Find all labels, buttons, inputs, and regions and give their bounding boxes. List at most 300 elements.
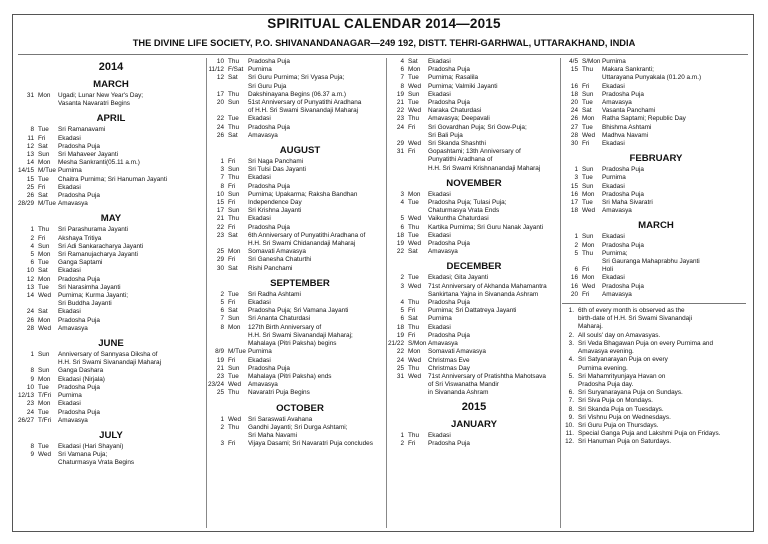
entry-event: 51st Anniversary of Punyatithi Aradhana: [248, 99, 362, 107]
calendar-entry: [388, 332, 560, 340]
note-number: 10.: [565, 421, 574, 429]
entry-event: Pradosha Puja: [58, 192, 100, 200]
calendar-entry: [208, 91, 392, 99]
entry-weekday: Fri: [228, 256, 236, 264]
entry-weekday: Sun: [228, 166, 240, 174]
calendar-entry: [388, 240, 560, 248]
calendar-entry: [18, 92, 204, 100]
entry-event: Sri Vamana Puja;: [58, 451, 108, 459]
calendar-entry: [388, 389, 560, 397]
entry-weekday: Thu: [582, 66, 594, 74]
entry-date: 22: [396, 348, 404, 356]
entry-date: 13: [26, 151, 34, 159]
month-heading: DECEMBER: [446, 261, 502, 273]
entry-date: 16: [570, 82, 578, 90]
entry-event: Ganga Saptami: [58, 259, 103, 267]
entry-date: 24: [26, 408, 34, 416]
entry-weekday: Tue: [582, 123, 593, 131]
calendar-entry: [208, 365, 392, 373]
entry-event: Purnima; Sri Dattatreya Jayanti: [428, 307, 517, 315]
note-number: 7.: [568, 397, 574, 405]
entry-weekday: Tue: [228, 290, 239, 298]
entry-date: 31: [26, 92, 34, 99]
entry-weekday: Mon: [38, 159, 51, 167]
entry-date: 19: [396, 90, 404, 98]
entry-event: Ekadasi: [428, 190, 451, 198]
entry-event: Sri Narasimha Jayanti: [58, 283, 121, 291]
calendar-entry: [388, 440, 560, 448]
entry-event: 127th Birth Anniversary of: [248, 323, 322, 331]
entry-weekday: Tue: [408, 231, 419, 239]
calendar-entry: [562, 191, 750, 199]
calendar-entry: [208, 224, 392, 232]
entry-event: Ekadasi: [602, 182, 625, 190]
calendar-entry: [388, 232, 560, 240]
entry-event: Pradosha Puja: [602, 282, 644, 290]
entry-date: 9: [30, 375, 34, 383]
calendar-entry: [208, 183, 392, 191]
entry-weekday: Wed: [38, 324, 52, 332]
entry-weekday: Wed: [408, 356, 422, 364]
entry-weekday: Wed: [408, 140, 422, 148]
entry-event: Pradosha Puja: [428, 66, 470, 74]
calendar-entry: [208, 158, 392, 166]
entry-date: 8: [400, 82, 404, 90]
entry-event: Ekadasi: [248, 174, 271, 182]
entry-event: Pradosha Puja: [58, 142, 100, 150]
entry-event: Ekadasi: [58, 183, 81, 191]
calendar-entry: [562, 66, 750, 74]
entry-event: Purnima: [58, 167, 82, 175]
calendar-entry: [18, 392, 204, 400]
calendar-entry: [388, 156, 560, 164]
calendar-entry: [562, 166, 750, 174]
entry-date: 24: [570, 107, 578, 115]
entry-date: 6: [30, 259, 34, 267]
calendar-entry: [18, 276, 204, 284]
entry-weekday: Wed: [408, 282, 422, 290]
entry-date: 23/24: [208, 381, 224, 389]
entry-event: in Sivananda Ashram: [428, 389, 489, 397]
entry-event: Purnima; Upakarma; Raksha Bandhan: [248, 190, 358, 198]
entry-weekday: Mon: [408, 66, 421, 74]
entry-weekday: Thu: [228, 423, 240, 431]
entry-weekday: Wed: [408, 240, 422, 248]
entry-date: 14/15: [18, 167, 34, 175]
notes-divider: [562, 303, 746, 304]
entry-date: 28: [570, 131, 578, 139]
calendar-entry: [18, 376, 204, 384]
entry-date: 29: [216, 256, 224, 264]
calendar-entry: [208, 440, 392, 448]
entry-weekday: Fri: [408, 148, 416, 156]
calendar-entry: [208, 99, 392, 107]
entry-event: Navaratri Puja Begins: [248, 389, 310, 397]
calendar-entry: [388, 191, 560, 199]
entry-event: Ekadasi (Hari Shayani): [58, 442, 124, 450]
entry-date: 6: [574, 266, 578, 274]
entry-date: 8: [220, 323, 224, 331]
entry-weekday: Fri: [582, 266, 590, 274]
column-4-entries: [562, 58, 750, 299]
calendar-entry: [208, 124, 392, 132]
entry-event: Purnima;: [602, 249, 628, 257]
calendar-entry: [208, 240, 392, 248]
entry-date: 17: [216, 90, 224, 98]
calendar-entry: [388, 83, 560, 91]
entry-event: Amavasya: [602, 290, 632, 298]
entry-weekday: Tue: [38, 383, 49, 391]
entry-weekday: Tue: [38, 408, 49, 416]
calendar-entry: [18, 200, 204, 208]
entry-date: 26: [570, 115, 578, 123]
note-item: [562, 430, 750, 438]
calendar-entry: [388, 165, 560, 173]
calendar-entry: [208, 74, 392, 82]
entry-event: Ekadasi: [428, 323, 451, 331]
entry-date: 4: [30, 242, 34, 250]
entry-date: 5: [574, 249, 578, 257]
entry-date: 6: [400, 223, 404, 231]
entry-event: Pradosha Puja: [428, 439, 470, 447]
entry-date: 10: [216, 58, 224, 65]
entry-date: 22: [396, 107, 404, 115]
entry-weekday: Wed: [228, 415, 242, 423]
note-number: [562, 315, 578, 323]
header-divider: [18, 54, 748, 55]
calendar-entry: [562, 274, 750, 282]
calendar-entry: [208, 256, 392, 264]
calendar-column-2: [208, 58, 392, 448]
entry-event: Ekadasi; Gita Jayanti: [428, 274, 489, 282]
entry-event: Amavasya: [602, 99, 632, 107]
entry-event: of Sri Viswanatha Mandir: [428, 381, 499, 389]
entry-event: Ekadasi: [428, 231, 451, 239]
entry-date: 7: [220, 174, 224, 182]
entry-weekday: Mon: [582, 274, 595, 282]
entry-event: Pradosha Puja; Sri Vamana Jayanti: [248, 307, 349, 315]
entry-weekday: Wed: [38, 451, 52, 459]
entry-weekday: Sun: [38, 151, 50, 159]
calendar-entry: [388, 274, 560, 282]
entry-date: 8: [220, 182, 224, 190]
entry-event: Naraka Chaturdasi: [428, 107, 482, 115]
note-item: [562, 438, 750, 446]
entry-date: 21/22: [388, 340, 404, 348]
entry-event: Amavasya: [428, 340, 458, 348]
entry-date: 21: [216, 364, 224, 372]
entry-date: 3: [220, 440, 224, 448]
calendar-entry: [562, 99, 750, 107]
entry-event: Gandhi Jayanti; Sri Durga Ashtami;: [248, 423, 348, 431]
calendar-entry: [388, 299, 560, 307]
entry-weekday: Sun: [582, 90, 594, 98]
entry-weekday: Thu: [408, 431, 420, 439]
entry-weekday: Thu: [408, 364, 420, 372]
month-heading: JANUARY: [450, 418, 498, 430]
entry-event: Pradosha Puja: [248, 58, 290, 65]
entry-event: Sri Mahaveer Jayanti: [58, 151, 119, 159]
calendar-entry: [388, 99, 560, 107]
entry-weekday: Sun: [582, 182, 594, 190]
entry-event: Ekadasi: [428, 58, 451, 65]
calendar-entry: [18, 443, 204, 451]
entry-date: 19: [396, 240, 404, 248]
entry-event: Ekadasi (Nirjala): [58, 375, 105, 383]
month-heading: MARCH: [638, 220, 674, 232]
calendar-entry: [388, 91, 560, 99]
entry-weekday: Sun: [408, 90, 420, 98]
entry-weekday: Mon: [582, 115, 595, 123]
entry-date: 27: [570, 123, 578, 131]
entry-weekday: Wed: [582, 282, 596, 290]
entry-date: 1: [400, 431, 404, 439]
entry-event: Vasanta Navaratri Begins: [58, 100, 130, 108]
calendar-entry: [18, 100, 204, 108]
calendar-entry: [388, 140, 560, 148]
entry-weekday: Tue: [582, 199, 593, 207]
entry-date: 11/12: [208, 66, 224, 74]
entry-date: 4: [400, 199, 404, 207]
note-number: 2.: [568, 331, 574, 339]
entry-weekday: Tue: [228, 115, 239, 123]
entry-weekday: Sun: [228, 190, 240, 198]
entry-event: Ratha Saptami; Republic Day: [602, 115, 686, 123]
entry-weekday: Tue: [38, 283, 49, 291]
entry-event: 6th Anniversary of Punyatithi Aradhana of: [248, 231, 366, 239]
entry-weekday: Fri: [408, 307, 416, 315]
entry-event: Sri Govardhan Puja; Sri Gow-Puja;: [428, 123, 527, 131]
calendar-entry: [208, 373, 392, 381]
entry-event: Makara Sankranti;: [602, 66, 654, 74]
entry-date: 23: [216, 231, 224, 239]
entry-event: 71st Anniversary of Pratishtha Mahotsava: [428, 372, 546, 380]
entry-date: 18: [570, 90, 578, 98]
calendar-entry: [388, 148, 560, 156]
entry-event: Ekadasi: [58, 308, 81, 316]
entry-event: Ekadasi: [248, 215, 271, 223]
note-number: [562, 348, 578, 356]
note-number: 9.: [568, 413, 574, 421]
calendar-entry: [18, 359, 204, 367]
entry-date: 22: [216, 115, 224, 123]
entry-date: 12/13: [18, 392, 34, 400]
entry-date: 22: [216, 223, 224, 231]
entry-event: Ekadasi: [428, 90, 451, 98]
entry-event: Pradosha Puja: [428, 99, 470, 107]
entry-event: Pradosha Puja: [248, 223, 290, 231]
page-title: SPIRITUAL CALENDAR 2014—2015: [267, 16, 501, 31]
note-text: Maharaj.: [578, 323, 603, 331]
calendar-entry: [208, 381, 392, 389]
calendar-entry: [562, 207, 750, 215]
entry-date: 25: [26, 183, 34, 191]
entry-weekday: Thu: [228, 90, 240, 98]
entry-weekday: Tue: [38, 175, 49, 183]
entry-weekday: Mon: [38, 400, 51, 408]
entry-date: 22: [396, 248, 404, 256]
calendar-entry: [208, 324, 392, 332]
entry-event: Sri Naga Panchami: [248, 158, 304, 166]
entry-event: Vijaya Dasami; Sri Navaratri Puja concludes: [248, 440, 373, 448]
year-heading: 2014: [98, 61, 124, 73]
calendar-entry: [208, 174, 392, 182]
entry-weekday: Sat: [228, 231, 238, 239]
entry-event: Sankirtana Yajna in Sivananda Ashram: [428, 290, 539, 298]
entry-event: Pradosha Puja: [428, 240, 470, 248]
calendar-entry: [388, 107, 560, 115]
month-heading: NOVEMBER: [446, 177, 502, 189]
entry-weekday: Sun: [228, 364, 240, 372]
entry-event: Pradosha Puja; Tulasi Puja;: [428, 199, 507, 207]
note-number: 6.: [568, 389, 574, 397]
calendar-entry: [388, 224, 560, 232]
entry-event: Mesha Sankranti(05.11 a.m.): [58, 159, 140, 167]
entry-event: Ganga Dashara: [58, 367, 104, 375]
calendar-entry: [18, 184, 204, 192]
entry-date: 1: [30, 226, 34, 234]
entry-event: Amavasya: [248, 381, 278, 389]
calendar-entry: [208, 248, 392, 256]
note-item: [562, 381, 750, 389]
entry-date: 2: [220, 290, 224, 298]
entry-event: Christmas Eve: [428, 356, 470, 364]
entry-weekday: Tue: [38, 259, 49, 267]
entry-date: 2: [574, 241, 578, 249]
entry-weekday: Fri: [228, 299, 236, 307]
entry-date: 25: [216, 389, 224, 397]
entry-date: 20: [570, 290, 578, 298]
entry-date: 10: [26, 383, 34, 391]
entry-event: Vasanta Panchami: [602, 107, 656, 115]
entry-date: 26: [26, 316, 34, 324]
entry-weekday: Thu: [228, 123, 240, 131]
calendar-entry: [388, 291, 560, 299]
calendar-entry: [562, 140, 750, 148]
note-item: [562, 323, 750, 331]
calendar-entry: [208, 232, 392, 240]
calendar-entry: [208, 424, 392, 432]
entry-weekday: Mon: [582, 241, 595, 249]
entry-date: 7: [220, 315, 224, 323]
year-heading: 2015: [461, 400, 487, 413]
entry-weekday: Fri: [408, 331, 416, 339]
entry-event: Sri Ganesha Chaturthi: [248, 256, 312, 264]
entry-date: 5: [400, 215, 404, 223]
entry-event: Ugadi; Lunar New Year's Day;: [58, 92, 144, 99]
entry-event: Purnima: [248, 66, 272, 74]
calendar-entry: [208, 107, 392, 115]
entry-event: Pradosha Puja: [428, 299, 470, 307]
entry-weekday: Wed: [582, 207, 596, 215]
entry-event: Chaitra Purnima; Sri Hanuman Jayanti: [58, 175, 168, 183]
entry-event: Amavasya: [58, 200, 88, 208]
note-item: [562, 422, 750, 430]
entry-event: H.H. Sri Swami Sivanandaji Maharaj: [58, 359, 161, 367]
calendar-entry: [18, 259, 204, 267]
entry-event: H.H. Sri Swami Krishnanandaji Maharaj: [428, 164, 541, 172]
entry-weekday: T/Fri: [38, 416, 52, 424]
calendar-entry: [562, 132, 750, 140]
calendar-entry: [208, 58, 392, 66]
note-number: 1.: [568, 307, 574, 315]
entry-event: Mahalaya (Pitri Paksha) ends: [248, 372, 332, 380]
entry-event: Amavasya; Deepavali: [428, 115, 490, 123]
entry-date: 19: [396, 331, 404, 339]
note-text: Sri Vishnu Puja on Wednesdays.: [578, 413, 671, 421]
entry-weekday: Wed: [408, 107, 422, 115]
entry-event: H.H. Sri Swami Chidanandaji Maharaj: [248, 240, 356, 248]
entry-event: Pradosha Puja: [58, 383, 100, 391]
entry-event: Sri Ramanavami: [58, 126, 106, 134]
entry-date: 15: [570, 66, 578, 74]
entry-date: 30: [216, 264, 224, 272]
calendar-entry: [208, 166, 392, 174]
note-item: [562, 414, 750, 422]
notes-list: [562, 307, 750, 446]
entry-weekday: Fri: [228, 223, 236, 231]
entry-date: 9: [30, 451, 34, 459]
entry-weekday: M/Tue: [38, 200, 56, 208]
calendar-entry: [562, 283, 750, 291]
entry-date: 2: [220, 423, 224, 431]
calendar-column-1: [18, 58, 204, 468]
entry-date: 2: [30, 234, 34, 242]
calendar-entry: [388, 58, 560, 66]
note-text: Purnima evening.: [578, 364, 628, 372]
calendar-entry: [208, 315, 392, 323]
calendar-entry: [388, 74, 560, 82]
entry-event: Pradosha Puja: [602, 166, 644, 174]
column-divider: [560, 58, 561, 528]
note-item: [562, 307, 750, 315]
calendar-entry: [208, 307, 392, 315]
entry-event: Gopashtami; 13th Anniversary of: [428, 148, 521, 156]
entry-weekday: Fri: [228, 158, 236, 166]
note-item: [562, 315, 750, 323]
entry-weekday: Thu: [228, 215, 240, 223]
entry-date: 5: [30, 251, 34, 259]
calendar-entry: [18, 459, 204, 467]
calendar-entry: [18, 300, 204, 308]
entry-weekday: Thu: [408, 115, 420, 123]
calendar-entry: [208, 357, 392, 365]
calendar-entry: [18, 135, 204, 143]
calendar-entry: [388, 315, 560, 323]
calendar-entry: [388, 357, 560, 365]
entry-date: 24: [396, 356, 404, 364]
entry-event: Chaturmasya Vrata Ends: [428, 207, 500, 215]
calendar-entry: [18, 151, 204, 159]
entry-weekday: Sat: [38, 267, 48, 275]
entry-date: 12: [216, 74, 224, 82]
calendar-entry: [562, 107, 750, 115]
calendar-entry: [208, 299, 392, 307]
entry-date: 17: [570, 199, 578, 207]
entry-weekday: F/Sat: [228, 66, 244, 74]
month-heading: JULY: [99, 429, 123, 441]
entry-weekday: Sat: [408, 315, 418, 323]
calendar-entry: [388, 373, 560, 381]
calendar-entry: [562, 91, 750, 99]
entry-event: Mahalaya (Pitri Paksha) begins: [248, 340, 337, 348]
entry-date: 29: [396, 140, 404, 148]
entry-date: 26: [216, 131, 224, 139]
calendar-entry: [562, 291, 750, 299]
entry-event: Ekadasi: [248, 299, 271, 307]
entry-event: Ekadasi: [58, 134, 81, 142]
calendar-entry: [388, 132, 560, 140]
